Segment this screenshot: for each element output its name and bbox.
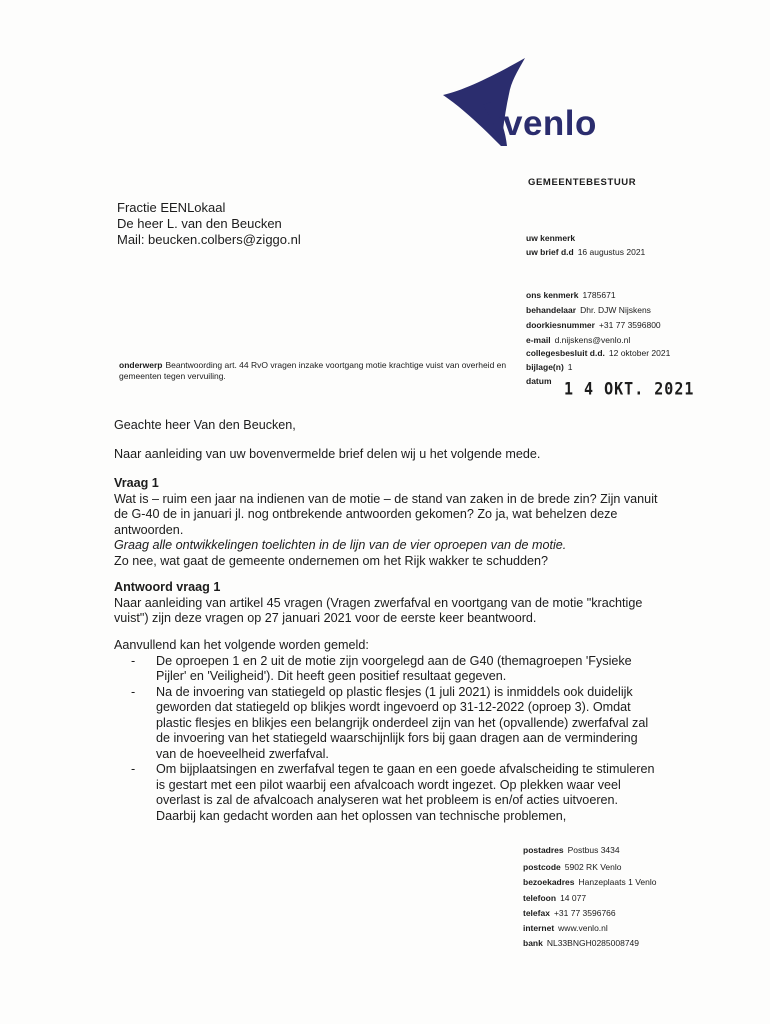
recipient-line: De heer L. van den Beucken <box>117 216 282 231</box>
footer-value: +31 77 3596766 <box>553 908 616 918</box>
ref-label: collegesbesluit d.d. <box>526 348 605 358</box>
footer-value: Hanzeplaats 1 Venlo <box>578 877 657 887</box>
ref-email <box>526 335 630 345</box>
ref-label: doorkiesnummer <box>526 320 595 330</box>
recipient-line: Fractie EENLokaal <box>117 200 226 215</box>
ref-doorkiesnummer <box>526 320 661 330</box>
ref-label: uw brief d.d <box>526 247 574 257</box>
subject-label: onderwerp <box>119 360 163 370</box>
question-text: Wat is – ruim een jaar na indienen van de motie – de stand van zaken in de brede zin? Zijn vanuit de G-40 de in januari jl. nog ontbrekende antwoorden gekomen? Zo ja, wat behelzen deze antwoorden. <box>114 491 658 537</box>
bullet-list <box>114 654 659 825</box>
list-item: - De oproepen 1 en 2 uit de motie zijn voorgelegd aan de G40 (themagroepen 'Fysieke Pijler' en 'Veiligheid'). Dit heeft geen positief resultaat gegeven. <box>114 654 659 685</box>
additional-info <box>114 638 659 824</box>
question-1 <box>114 476 659 569</box>
footer-bank <box>523 938 639 948</box>
ref-label: ons kenmerk <box>526 290 579 300</box>
footer-value: 5902 RK Venlo <box>564 862 622 872</box>
intro-paragraph: Naar aanleiding van uw bovenvermelde brief delen wij u het volgende mede. <box>114 447 541 461</box>
footer-label: telefax <box>523 908 550 918</box>
ref-collegesbesluit <box>526 348 670 358</box>
ref-value: d.nijskens@venlo.nl <box>554 335 631 345</box>
footer-label: postadres <box>523 845 564 855</box>
footer-value: www.venlo.nl <box>558 923 608 933</box>
ref-uw-brief <box>526 247 645 257</box>
footer-label: bezoekadres <box>523 877 575 887</box>
logo-wordmark: venlo <box>503 104 597 143</box>
ref-value: +31 77 3596800 <box>598 320 661 330</box>
footer-label: bank <box>523 938 543 948</box>
ref-label: behandelaar <box>526 305 577 315</box>
additional-intro: Aanvullend kan het volgende worden gemeld: <box>114 638 369 652</box>
footer-value: NL33BNGH0285008749 <box>546 938 639 948</box>
ref-value: 1 <box>567 362 573 372</box>
answer-1 <box>114 580 659 627</box>
answer-text: Naar aanleiding van artikel 45 vragen (Vragen zwerfafval en voortgang van de motie "krachtige vuist") zijn deze vragen op 27 januari 2021 voor de eerste keer beantwoord. <box>114 595 643 625</box>
list-item: - Om bijplaatsingen en zwerfafval tegen te gaan en een goede afvalscheiding te stimuleren is gestart met een pilot waarbij een afvalcoach wordt ingezet. Op plekken waar veel overlast is zal de afvalcoach analyseren wat het probleem is en/of acties uitvoeren. Daarbij kan gedacht worden aan het oplossen van technische problemen, <box>114 762 659 824</box>
question-heading: Vraag 1 <box>114 476 159 490</box>
subject-text: Beantwoording art. 44 RvO vragen inzake voortgang motie krachtige vuist van overheid en gemeenten tegen vervuiling. <box>119 360 507 381</box>
footer-value: Postbus 3434 <box>567 845 620 855</box>
footer-value: 14 077 <box>560 893 587 903</box>
ref-label: bijlage(n) <box>526 362 564 372</box>
ref-uw-kenmerk <box>526 233 579 243</box>
footer-telefoon <box>523 893 586 903</box>
ref-bijlagen <box>526 362 573 372</box>
department-name: GEMEENTEBESTUUR <box>528 177 637 188</box>
ref-value: Dhr. DJW Nijskens <box>580 305 651 315</box>
ref-label: uw kenmerk <box>526 233 576 243</box>
footer-postadres <box>523 845 620 855</box>
question-text-2: Zo nee, wat gaat de gemeente ondernemen om het Rijk wakker te schudden? <box>114 553 549 568</box>
recipient-line: Mail: beucken.colbers@ziggo.nl <box>117 232 301 247</box>
question-italic-text: Graag alle ontwikkelingen toelichten in de lijn van de vier oproepen van de motie. <box>114 538 567 552</box>
footer-telefax <box>523 908 616 918</box>
ref-datum <box>526 376 556 386</box>
footer-label: postcode <box>523 862 561 872</box>
ref-value: 1785671 <box>582 290 616 300</box>
salutation: Geachte heer Van den Beucken, <box>114 418 296 432</box>
list-item: - Na de invoering van statiegeld op plastic flesjes (1 juli 2021) is inmiddels ook duidelijk geworden dat statiegeld op blikjes wordt ingevoerd op 31-12-2022 (oproep 3). Omdat plastic flesjes en blikjes een belangrijk onderdeel zijn van het (opvallende) zwerfafval zal de invoering van het statiegeld waarschijnlijk fors bij gaan dragen aan de vermindering van de hoeveelheid zwerfafval. <box>114 685 659 763</box>
ref-value: 12 oktober 2021 <box>608 348 671 358</box>
ref-value: 16 augustus 2021 <box>577 247 646 257</box>
answer-heading: Antwoord vraag 1 <box>114 580 221 594</box>
footer-postcode <box>523 862 622 872</box>
footer-internet <box>523 923 608 933</box>
ref-ons-kenmerk <box>526 290 616 300</box>
date-stamp: 1 4 OKT. 2021 <box>564 378 695 400</box>
recipient-address <box>117 200 301 248</box>
ref-label: datum <box>526 376 552 386</box>
footer-label: internet <box>523 923 555 933</box>
footer-bezoekadres <box>523 877 656 887</box>
ref-behandelaar <box>526 305 651 315</box>
subject-line <box>119 360 514 382</box>
footer-label: telefoon <box>523 893 557 903</box>
ref-label: e-mail <box>526 335 551 345</box>
